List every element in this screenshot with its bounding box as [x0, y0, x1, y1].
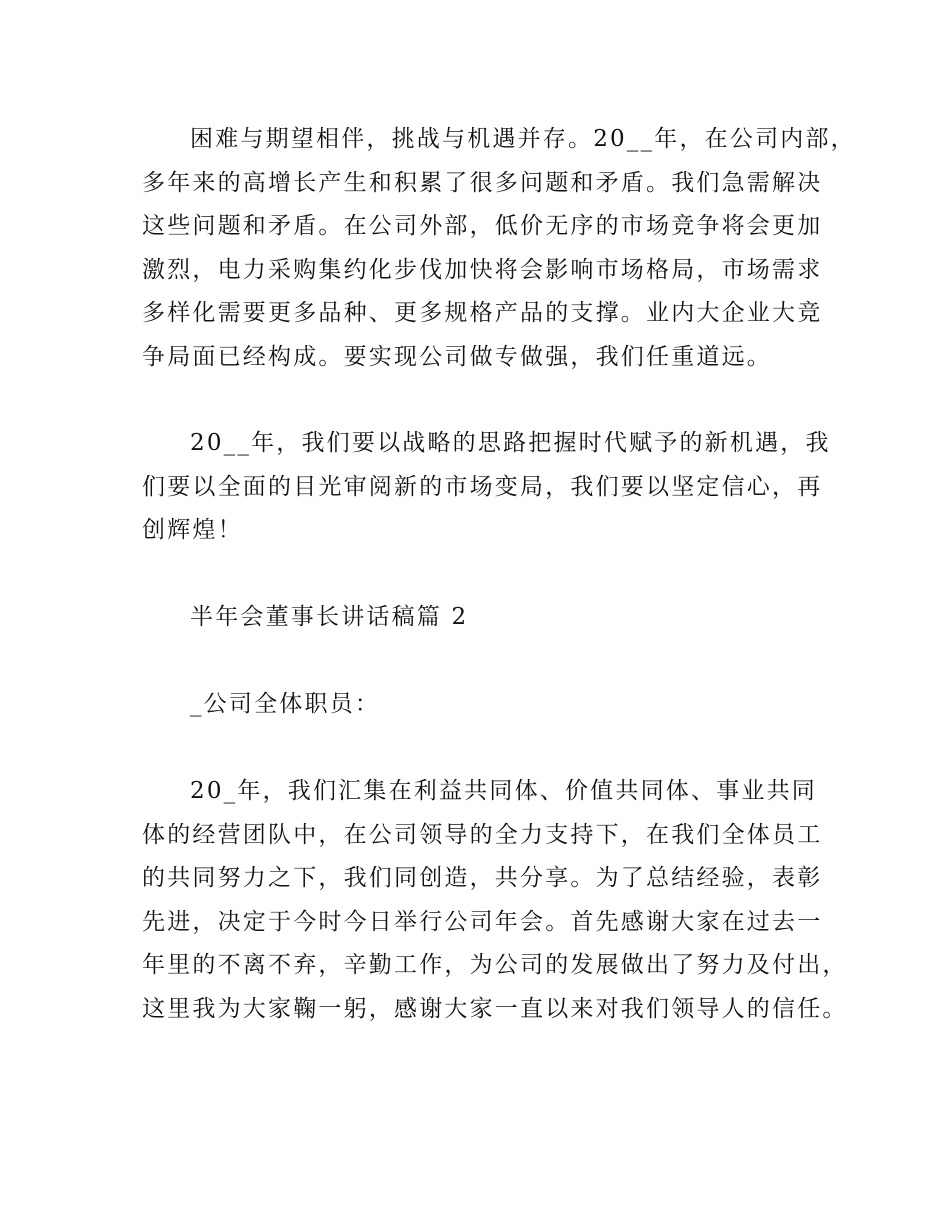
- paragraph-1-line: 多年来的高增长产生和积累了很多问题和矛盾。我们急需解决: [142, 170, 823, 196]
- paragraph-3-line: 20_年，我们汇集在利益共同体、价值共同体、事业共同: [190, 778, 817, 804]
- paragraph-1-line: 困难与期望相伴，挑战与机遇并存。20__年，在公司内部，: [190, 126, 856, 152]
- paragraph-3-line: 先进，决定于今时今日举行公司年会。首先感谢大家在过去一: [142, 909, 823, 935]
- paragraph-1-line: 这些问题和矛盾。在公司外部，低价无序的市场竞争将会更加: [142, 213, 823, 239]
- paragraph-1-line: 激烈，电力采购集约化步伐加快将会影响市场格局，市场需求: [142, 257, 823, 283]
- paragraph-2-line: 20__年，我们要以战略的思路把握时代赋予的新机遇，我: [190, 430, 831, 456]
- paragraph-3-line: 体的经营团队中，在公司领导的全力支持下，在我们全体员工: [142, 822, 823, 848]
- paragraph-1-line: 争局面已经构成。要实现公司做专做强，我们任重道远。: [142, 344, 772, 370]
- paragraph-2-line: 们要以全面的目光审阅新的市场变局，我们要以坚定信心，再: [142, 474, 823, 500]
- salutation: _公司全体职员：: [190, 691, 381, 717]
- paragraph-2-line: 创辉煌！: [142, 517, 243, 543]
- section-title: 半年会董事长讲话稿篇 2: [190, 604, 469, 630]
- paragraph-3-line: 这里我为大家鞠一躬，感谢大家一直以来对我们领导人的信任。: [142, 996, 848, 1022]
- paragraph-3-line: 的共同努力之下，我们同创造，共分享。为了总结经验，表彰: [142, 865, 823, 891]
- paragraph-3-line: 年里的不离不弃，辛勤工作，为公司的发展做出了努力及付出，: [142, 952, 848, 978]
- paragraph-1-line: 多样化需要更多品种、更多规格产品的支撑。业内大企业大竞: [142, 300, 823, 326]
